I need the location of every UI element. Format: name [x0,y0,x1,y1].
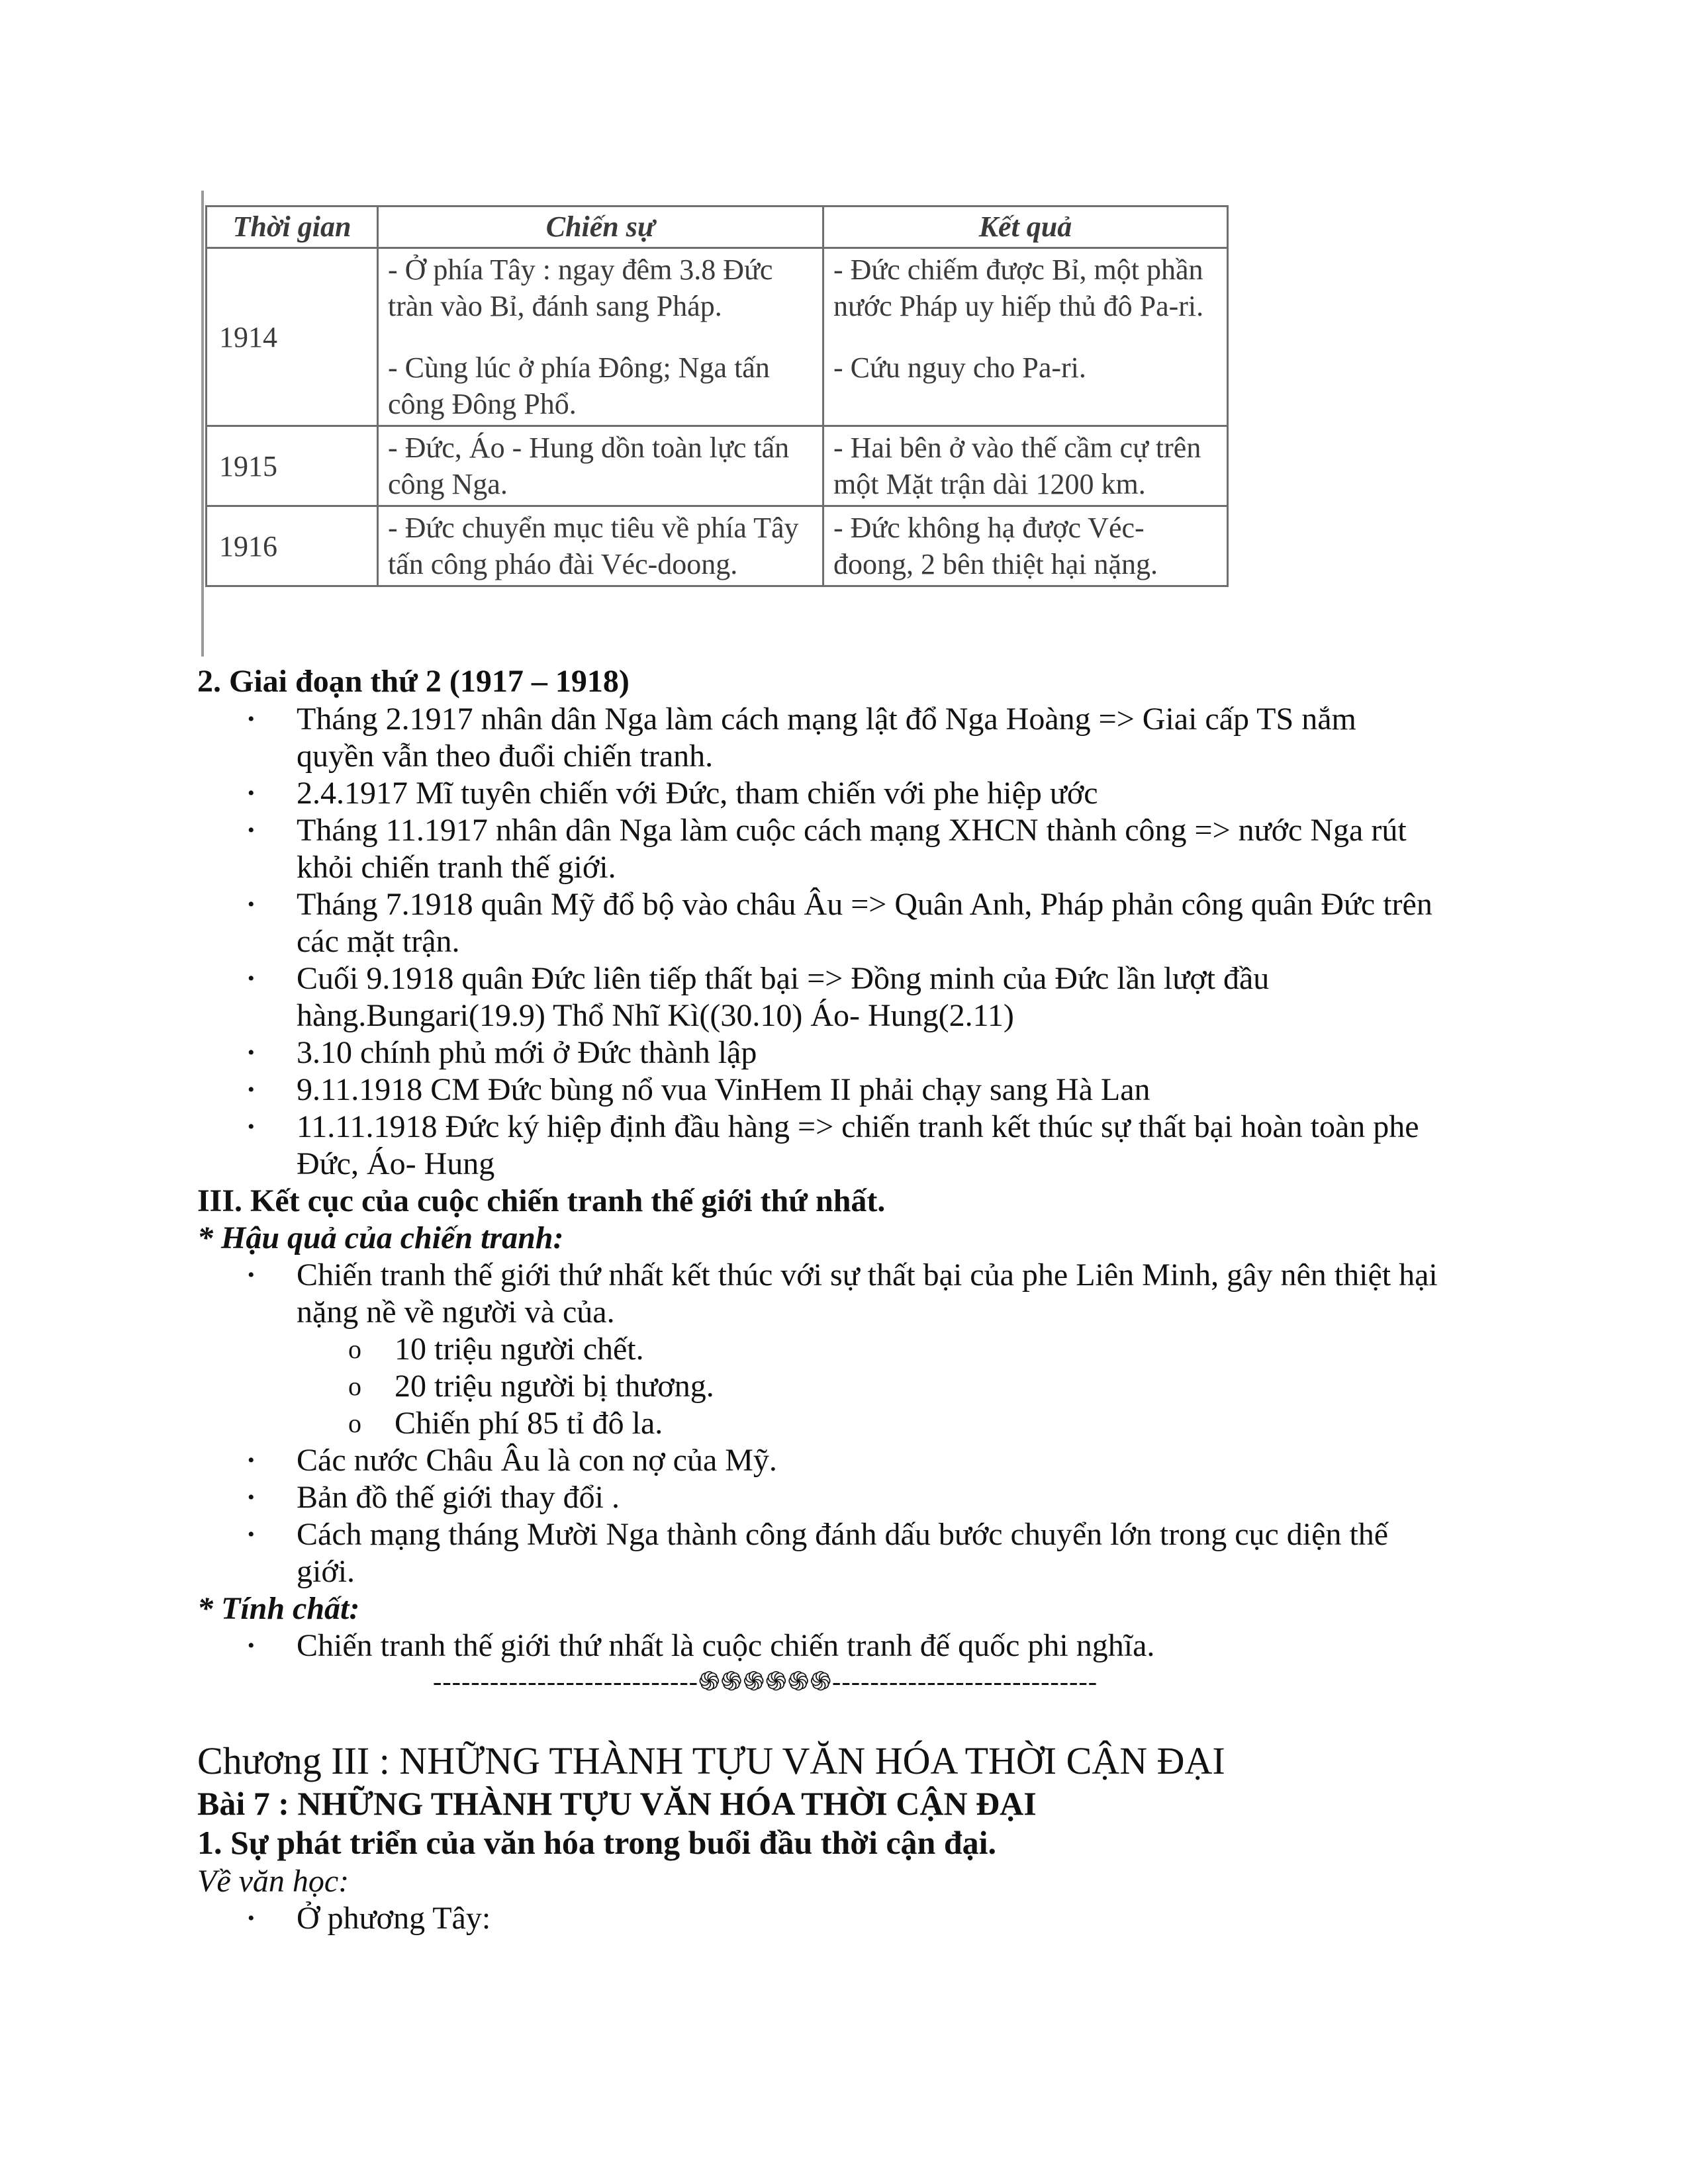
row-year: 1916 [207,506,378,586]
subsection-title: 1. Sự phát triển của văn hóa trong buổi đầu thời cận đại. [197,1824,997,1861]
list-item: Tháng 7.1918 quân Mỹ đổ bộ vào châu Âu => Quân Anh, Pháp phản công quân Đức trên [297,887,1432,922]
table-row [207,248,1228,426]
list-item-cont: hàng.Bungari(19.9) Thổ Nhĩ Kì((30.10) Áo- Hung(2.11) [297,998,1014,1033]
list-item: Tháng 11.1917 nhân dân Nga làm cuộc cách mạng XHCN thành công => nước Nga rút [297,813,1407,848]
bullet-icon: • [248,1635,255,1657]
list-item: 11.11.1918 Đức ký hiệp định đầu hàng => chiến tranh kết thúc sự thất bại hoàn toàn phe [297,1109,1419,1144]
sub-bullet-icon: o [348,1408,361,1438]
row-results [823,248,1228,426]
event-text: - Đức, Áo - Hung dồn toàn lực tấn công Nga. [388,432,790,500]
table-header-row [207,206,1228,248]
bullet-icon: • [248,1079,255,1101]
list-item: Chiến tranh thế giới thứ nhất kết thúc với sự thất bại của phe Liên Minh, gây nên thiệt hại [297,1257,1438,1293]
sub-list-item: 10 triệu người chết. [395,1332,644,1367]
event-text: - Ở phía Tây : ngay đêm 3.8 Đức tràn vào Bỉ, đánh sang Pháp. [388,253,773,322]
war-events-table [205,205,1229,587]
bullet-icon: • [248,708,255,730]
table-row [207,426,1228,506]
bullet-icon: • [248,1524,255,1545]
result-text: - Đức không hạ được Véc-đoong, 2 bên thiệt hại nặng. [833,512,1158,580]
list-item: Chiến tranh thế giới thứ nhất là cuộc chiến tranh đế quốc phi nghĩa. [297,1628,1155,1663]
list-item: Cách mạng tháng Mười Nga thành công đánh dấu bước chuyển lớn trong cục diện thế [297,1517,1389,1552]
row-events [378,248,823,426]
list-item: 9.11.1918 CM Đức bùng nổ vua VinHem II phải chạy sang Hà Lan [297,1072,1150,1107]
literature-label: Về văn học: [197,1864,350,1899]
row-year: 1915 [207,426,378,506]
list-item-cont: nặng nề về người và của. [297,1295,615,1330]
sub-bullet-icon: o [348,1334,361,1364]
consequences-heading: * Hậu quả của chiến tranh: [197,1220,564,1255]
list-item: Bản đồ thế giới thay đổi . [297,1480,620,1515]
bullet-icon: • [248,1042,255,1064]
header-events: Chiến sự [378,206,823,248]
bullet-icon: • [248,1449,255,1471]
bullet-icon: • [248,819,255,841]
header-time: Thời gian [207,206,378,248]
list-item: Tháng 2.1917 nhân dân Nga làm cách mạng lật đổ Nga Hoàng => Giai cấp TS nắm [297,702,1356,737]
event-text: - Đức chuyển mục tiêu về phía Tây tấn công pháo đài Véc-doong. [388,512,799,580]
lesson-title: Bài 7 : NHỮNG THÀNH TỰU VĂN HÓA THỜI CẬN ĐẠI [197,1785,1037,1822]
section-divider: ----------------------------֍֍֍֍֍֍---------------------------- [433,1666,1098,1696]
list-item-cont: khỏi chiến tranh thế giới. [297,850,616,885]
list-item: Cuối 9.1918 quân Đức liên tiếp thất bại => Đồng minh của Đức lần lượt đầu [297,961,1270,996]
bullet-icon: • [248,968,255,989]
result-text: - Cứu nguy cho Pa-ri. [833,351,1086,384]
result-text: - Hai bên ở vào thế cầm cự trên một Mặt trận dài 1200 km. [833,432,1201,500]
list-item-cont: giới. [297,1554,355,1589]
list-item-cont: các mặt trận. [297,924,460,959]
result-text: - Đức chiếm được Bỉ, một phần nước Pháp uy hiếp thủ đô Pa-ri. [833,253,1204,322]
list-item-cont: Đức, Áo- Hung [297,1146,495,1181]
history-table-image [203,192,1235,655]
chapter-title: Chương III : NHỮNG THÀNH TỰU VĂN HÓA THỜI CẬN ĐẠI [197,1739,1225,1782]
scan-edge [201,191,204,657]
bullet-icon: • [248,782,255,804]
list-item-cont: quyền vẫn theo đuổi chiến tranh. [297,739,714,774]
sub-bullet-icon: o [348,1371,361,1401]
event-text: - Cùng lúc ở phía Đông; Nga tấn công Đông Phổ. [388,351,770,420]
header-results: Kết quả [823,206,1228,248]
nature-heading: * Tính chất: [197,1591,360,1626]
stage2-heading: 2. Giai đoạn thứ 2 (1917 – 1918) [197,664,630,699]
section3-heading: III. Kết cục của cuộc chiến tranh thế giới thứ nhất. [197,1183,886,1218]
bullet-icon: • [248,1116,255,1138]
row-events [378,506,823,586]
bullet-icon: • [248,1264,255,1286]
list-item: Các nước Châu Âu là con nợ của Mỹ. [297,1443,777,1478]
list-item: 2.4.1917 Mĩ tuyên chiến với Đức, tham chiến với phe hiệp ước [297,776,1098,811]
list-item: 3.10 chính phủ mới ở Đức thành lập [297,1035,757,1070]
bullet-icon: • [248,893,255,915]
table-row [207,506,1228,586]
row-results [823,426,1228,506]
bullet-icon: • [248,1907,255,1929]
sub-list-item: Chiến phí 85 tỉ đô la. [395,1406,663,1441]
row-results [823,506,1228,586]
bullet-icon: • [248,1486,255,1508]
list-item: Ở phương Tây: [297,1901,491,1936]
row-events [378,426,823,506]
row-year: 1914 [207,248,378,426]
sub-list-item: 20 triệu người bị thương. [395,1369,714,1404]
